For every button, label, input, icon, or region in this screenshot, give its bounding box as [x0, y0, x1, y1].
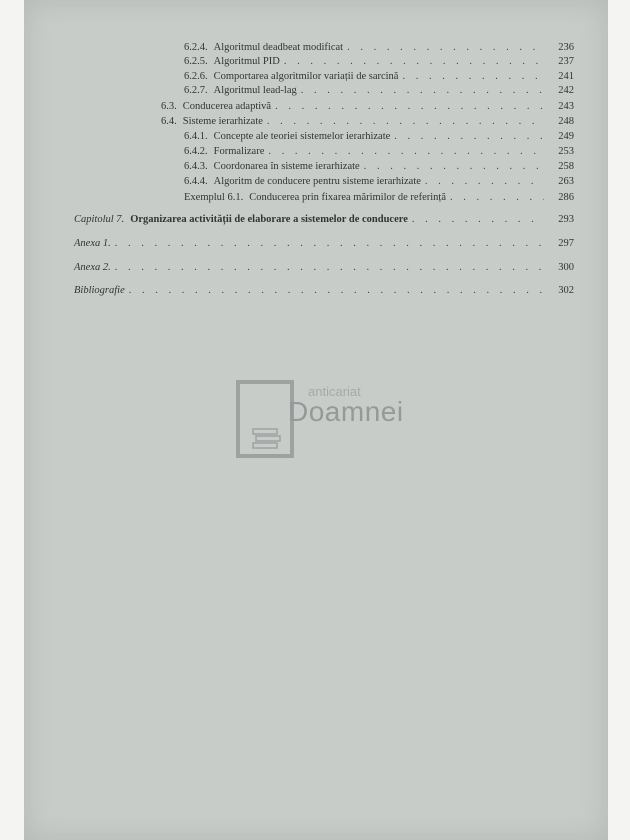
- toc-entry-number: Exemplul 6.1.: [184, 192, 244, 203]
- leader-dots: [267, 116, 544, 127]
- toc-entry-title: Conducerea prin fixarea mărimilor de referință: [249, 192, 446, 203]
- toc-entry-6-2-5: [184, 56, 574, 70]
- toc-entry-title: Conducerea adaptivă: [182, 101, 272, 112]
- toc-entry-page: 236: [558, 42, 574, 53]
- toc-entry-6-2-6: [184, 71, 574, 85]
- toc-entry-number: 6.4.1.: [184, 131, 208, 142]
- toc-annex-1: [74, 238, 574, 252]
- toc-entry-number: 6.2.6.: [184, 71, 208, 82]
- toc-entry-title: Coordonarea în sisteme ierarhizate: [213, 161, 360, 172]
- toc-entry-6-2-4: [184, 42, 574, 56]
- leader-dots: [115, 262, 544, 273]
- toc-entry-number: 6.3.: [161, 101, 177, 112]
- toc-entry-number: 6.4.4.: [184, 176, 208, 187]
- chapter-label: Capitolul 7.: [74, 214, 125, 225]
- toc-entry-number: 6.4.3.: [184, 161, 208, 172]
- toc-entry-title: Formalizare: [213, 146, 265, 157]
- leader-dots: [402, 71, 544, 82]
- toc-entry-page: 249: [558, 131, 574, 142]
- toc-entry-title: Algoritmul lead-lag: [213, 85, 297, 96]
- toc-entry-page: 241: [558, 71, 574, 82]
- toc-entry-number: 6.4.2.: [184, 146, 208, 157]
- toc-entry-6-4-1: [184, 131, 574, 145]
- leader-dots: [301, 85, 544, 96]
- watermark-text-big: Doamnei: [288, 396, 404, 427]
- leader-dots: [364, 161, 544, 172]
- toc-entry-page: 242: [558, 85, 574, 96]
- toc-entry-page: 286: [558, 192, 574, 203]
- toc-entry-6-4: [161, 116, 574, 130]
- leader-dots: [347, 42, 544, 53]
- bibliography-page: 302: [558, 285, 574, 296]
- toc-bibliography: [74, 285, 574, 299]
- toc-entry-6-4-2: [184, 146, 574, 160]
- leader-dots: [412, 214, 544, 225]
- toc-entry-title: Concepte ale teoriei sistemelor ierarhizate: [213, 131, 391, 142]
- toc-entry-title: Algoritmul PID: [213, 56, 280, 67]
- toc-entry-number: 6.2.4.: [184, 42, 208, 53]
- bibliography-label: Bibliografie: [74, 285, 125, 296]
- toc-entry-6-4-3: [184, 161, 574, 175]
- toc-entry-number: 6.2.7.: [184, 85, 208, 96]
- leader-dots: [425, 176, 544, 187]
- toc-entry-title: Sisteme ierarhizate: [182, 116, 263, 127]
- toc-entry-title: Comportarea algoritmilor variații de sarcină: [213, 71, 399, 82]
- chapter-title: Organizarea activității de elaborare a sistemelor de conducere: [130, 214, 408, 225]
- toc-entry-number: 6.4.: [161, 116, 177, 127]
- toc-entry-title: Algoritm de conducere pentru sisteme ierarhizate: [213, 176, 421, 187]
- toc-entry-page: 258: [558, 161, 574, 172]
- toc-entry-page: 243: [558, 101, 574, 112]
- annex-page: 297: [558, 238, 574, 249]
- toc-entry-page: 237: [558, 56, 574, 67]
- watermark-text-small: anticariat: [308, 384, 361, 399]
- toc-entry-6-4-4: [184, 176, 574, 190]
- toc-chapter-7: [74, 214, 574, 228]
- toc-entry-page: 248: [558, 116, 574, 127]
- annex-label: Anexa 2.: [74, 262, 111, 273]
- leader-dots: [129, 285, 544, 296]
- leader-dots: [450, 192, 544, 203]
- toc-entry-page: 253: [558, 146, 574, 157]
- toc-entry-page: 263: [558, 176, 574, 187]
- annex-page: 300: [558, 262, 574, 273]
- toc-entry-example-6-1: [184, 192, 574, 206]
- annex-label: Anexa 1.: [74, 238, 111, 249]
- leader-dots: [275, 101, 544, 112]
- watermark-logo: [236, 380, 436, 462]
- book-page: [24, 0, 608, 840]
- toc-entry-number: 6.2.5.: [184, 56, 208, 67]
- leader-dots: [394, 131, 544, 142]
- toc-annex-2: [74, 262, 574, 276]
- chapter-page: 293: [558, 214, 574, 225]
- toc-entry-6-2-7: [184, 85, 574, 99]
- leader-dots: [284, 56, 544, 67]
- leader-dots: [268, 146, 544, 157]
- leader-dots: [115, 238, 544, 249]
- books-icon: [252, 428, 282, 450]
- toc-entry-6-3: [161, 101, 574, 115]
- toc-entry-title: Algoritmul deadbeat modificat: [213, 42, 344, 53]
